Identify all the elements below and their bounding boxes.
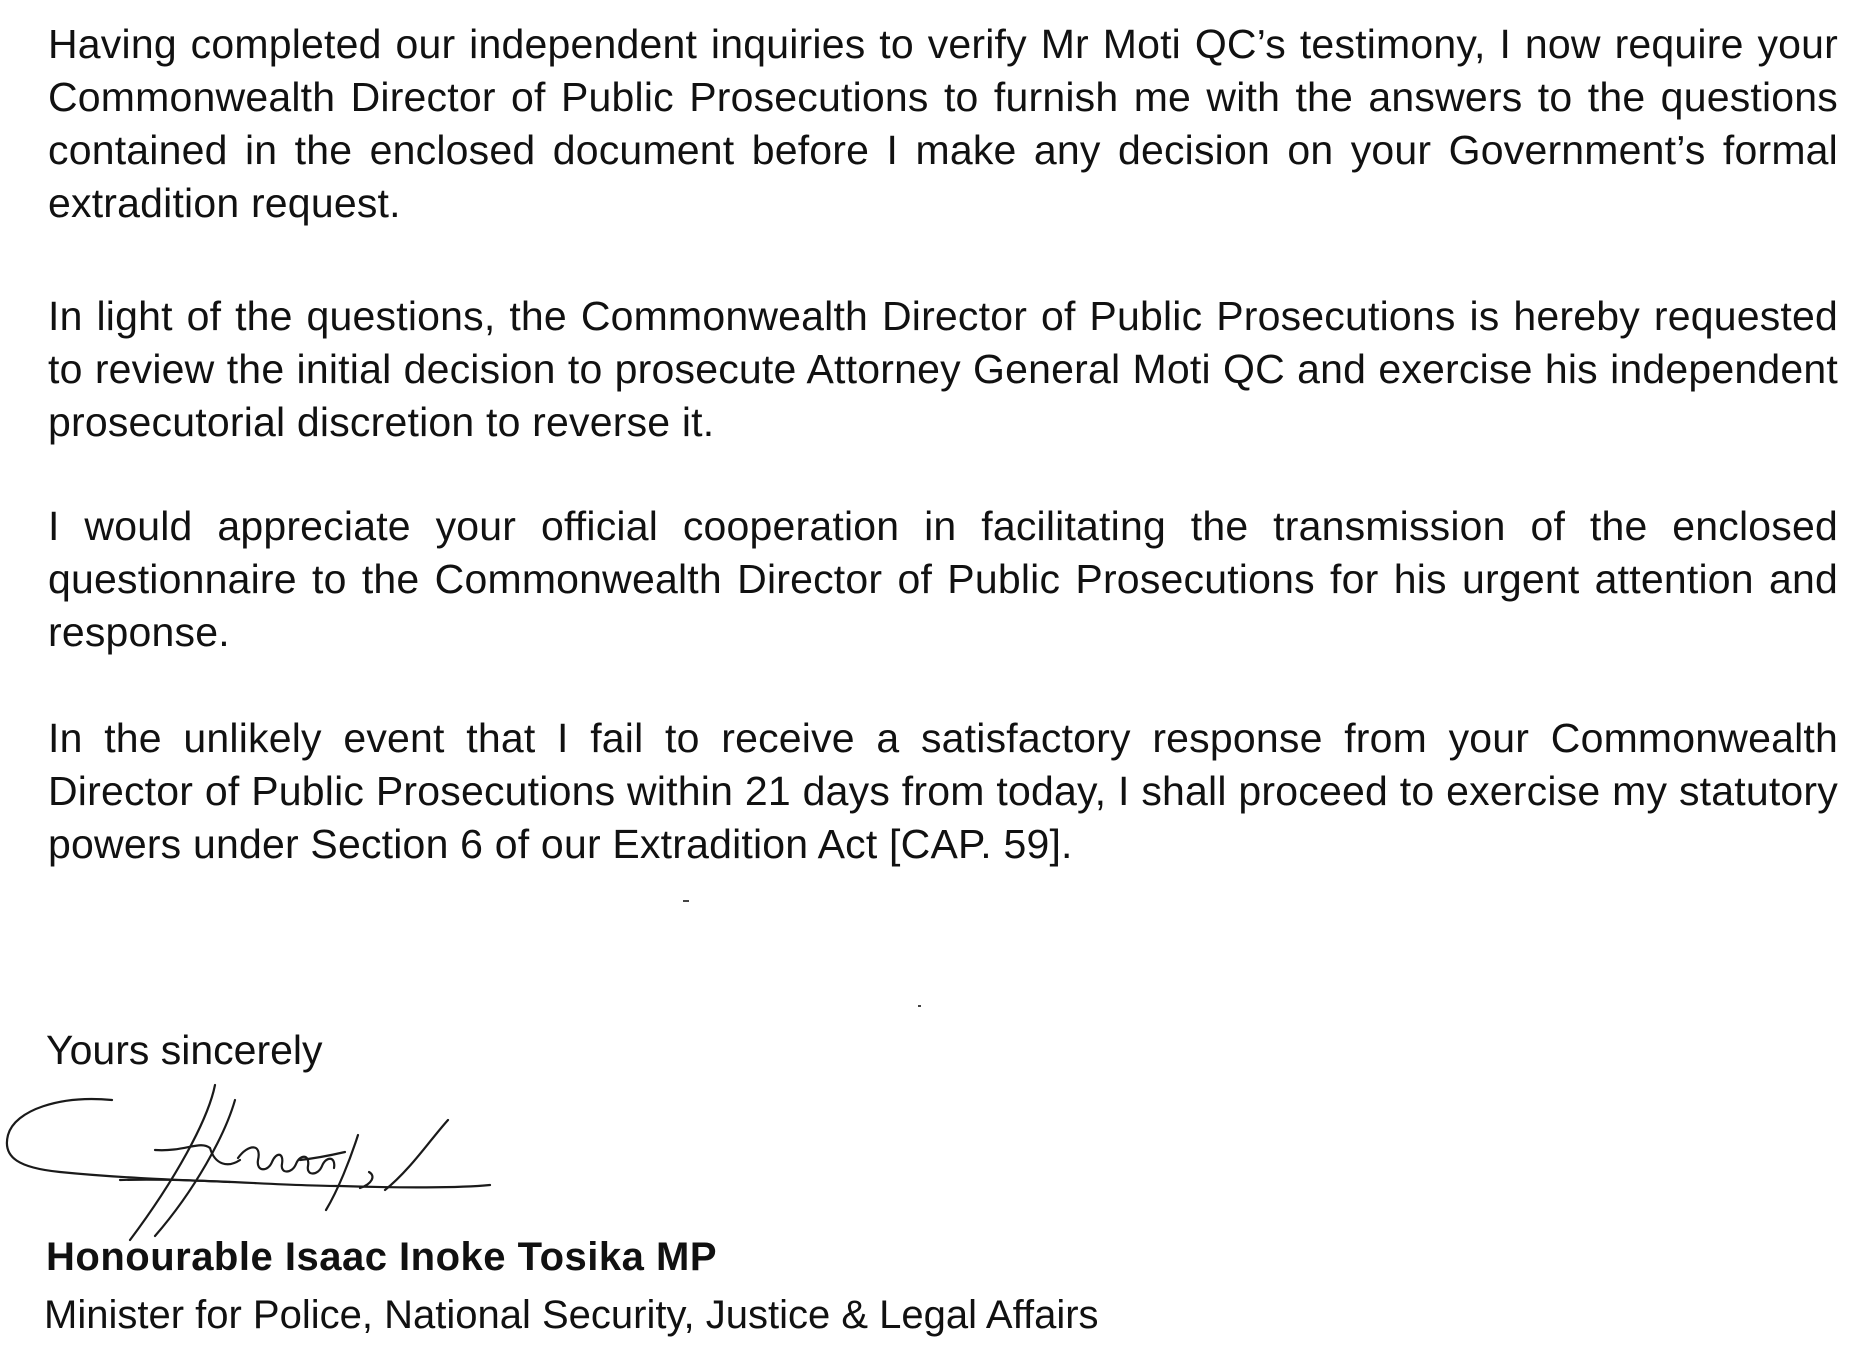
paragraph-review-request: In light of the questions, the Commonwealth Director of Public Prosecutions is hereby requested to review the initial decision to prosecute Attorney General Moti QC and exercise his independent prosecutorial discretion to reverse it.	[48, 293, 1838, 445]
paragraph-cooperation: I would appreciate your official cooperation in facilitating the transmission of the enclosed questionnaire to the Commonwealth Director of Public Prosecutions for his urgent attention and response.	[48, 503, 1838, 655]
signer-name: Honourable Isaac Inoke Tosika MP	[46, 1235, 717, 1279]
scan-speck	[918, 1005, 921, 1007]
closing-salutation: Yours sincerely	[46, 1027, 323, 1073]
paragraph-deadline: In the unlikely event that I fail to receive a satisfactory response from your Commonwealth Director of Public Prosecutions within 21 days from today, I shall proceed to exercise my statutory powers under Section 6 of our Extradition Act [CAP. 59].	[48, 715, 1838, 867]
handwritten-signature	[0, 1040, 500, 1250]
signer-title: Minister for Police, National Security, Justice & Legal Affairs	[44, 1293, 1099, 1337]
scan-speck	[683, 900, 689, 902]
paragraph-inquiries: Having completed our independent inquiries to verify Mr Moti QC’s testimony, I now require your Commonwealth Director of Public Prosecutions to furnish me with the answers to the questions contained in the enclosed document before I make any decision on your Government’s formal extradition request.	[48, 21, 1838, 226]
